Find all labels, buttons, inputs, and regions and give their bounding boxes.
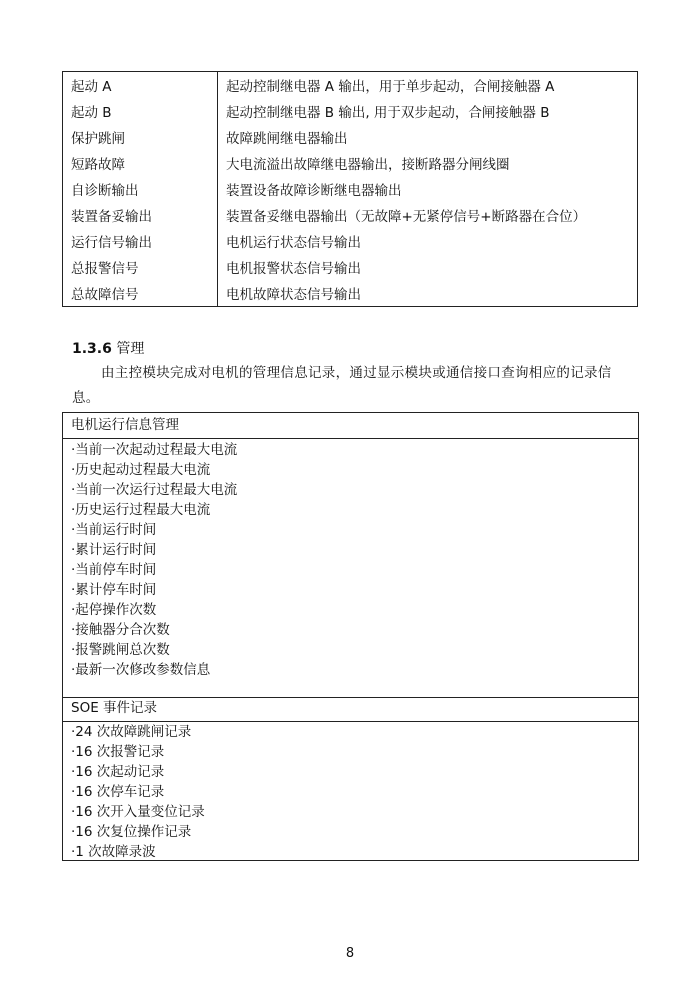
signal-desc-cell: 起动控制继电器 B 输出, 用于双步起动，合闸接触器 B xyxy=(218,98,638,124)
list-item: ·历史起动过程最大电流 xyxy=(71,462,211,478)
list-item: ·当前一次运行过程最大电流 xyxy=(71,482,238,498)
list-item: ·当前停车时间 xyxy=(71,562,157,578)
table-row xyxy=(63,124,638,150)
table-row xyxy=(63,228,638,254)
list-item: ·接触器分合次数 xyxy=(71,622,170,638)
list-item: ·当前运行时间 xyxy=(71,522,157,538)
section-heading xyxy=(72,338,144,358)
signal-name-cell: 总故障信号 xyxy=(63,280,218,307)
signal-desc-cell: 大电流溢出故障继电器输出，接断路器分闸线圈 xyxy=(218,150,638,176)
list-item: ·16 次起动记录 xyxy=(71,764,165,780)
signal-desc-cell: 起动控制继电器 A 输出，用于单步起动，合闸接触器 A xyxy=(218,72,638,99)
table-row xyxy=(63,202,638,228)
list-item: ·报警跳闸总次数 xyxy=(71,642,170,658)
motor-info-header: 电机运行信息管理 xyxy=(63,413,638,439)
signal-name-cell: 保护跳闸 xyxy=(63,124,218,150)
table-row xyxy=(63,254,638,280)
list-item: ·当前一次起动过程最大电流 xyxy=(71,442,238,458)
list-item: ·16 次复位操作记录 xyxy=(71,824,192,840)
section-paragraph: 由主控模块完成对电机的管理信息记录，通过显示模块或通信接口查询相应的记录信息。 xyxy=(72,365,612,406)
motor-info-list xyxy=(63,439,638,680)
list-item: ·累计运行时间 xyxy=(71,542,157,558)
list-item: ·1 次故障录波 xyxy=(71,844,156,860)
list-item: ·24 次故障跳闸记录 xyxy=(71,724,192,740)
table-row xyxy=(63,150,638,176)
list-item: ·最新一次修改参数信息 xyxy=(71,662,211,678)
soe-record-box xyxy=(62,696,639,861)
list-item: ·历史运行过程最大电流 xyxy=(71,502,211,518)
signal-name-cell: 装置备妥输出 xyxy=(63,202,218,228)
section-number: 1.3.6 xyxy=(72,341,112,357)
signal-desc-cell: 故障跳闸继电器输出 xyxy=(218,124,638,150)
list-item: ·16 次报警记录 xyxy=(71,744,165,760)
signal-desc-cell: 电机运行状态信号输出 xyxy=(218,228,638,254)
list-item: ·累计停车时间 xyxy=(71,582,157,598)
signal-desc-cell: 装置设备故障诊断继电器输出 xyxy=(218,176,638,202)
signal-name-cell: 短路故障 xyxy=(63,150,218,176)
motor-info-box xyxy=(62,412,639,698)
table-row xyxy=(63,72,638,99)
io-signal-table xyxy=(62,71,638,307)
list-item: ·16 次停车记录 xyxy=(71,784,165,800)
list-item: ·16 次开入量变位记录 xyxy=(71,804,205,820)
list-item: ·起停操作次数 xyxy=(71,602,157,618)
signal-name-cell: 自诊断输出 xyxy=(63,176,218,202)
signal-desc-cell: 电机故障状态信号输出 xyxy=(218,280,638,307)
section-title: 管理 xyxy=(116,341,145,357)
page-number: 8 xyxy=(345,946,355,961)
signal-name-cell: 起动 A xyxy=(63,72,218,99)
signal-name-cell: 起动 B xyxy=(63,98,218,124)
soe-header: SOE 事件记录 xyxy=(63,696,638,722)
signal-name-cell: 运行信号输出 xyxy=(63,228,218,254)
signal-desc-cell: 电机报警状态信号输出 xyxy=(218,254,638,280)
table-row xyxy=(63,98,638,124)
signal-desc-cell: 装置备妥继电器输出（无故障+无紧停信号+断路器在合位） xyxy=(218,202,638,228)
table-row xyxy=(63,176,638,202)
signal-name-cell: 总报警信号 xyxy=(63,254,218,280)
table-row xyxy=(63,280,638,307)
soe-list xyxy=(63,722,638,862)
